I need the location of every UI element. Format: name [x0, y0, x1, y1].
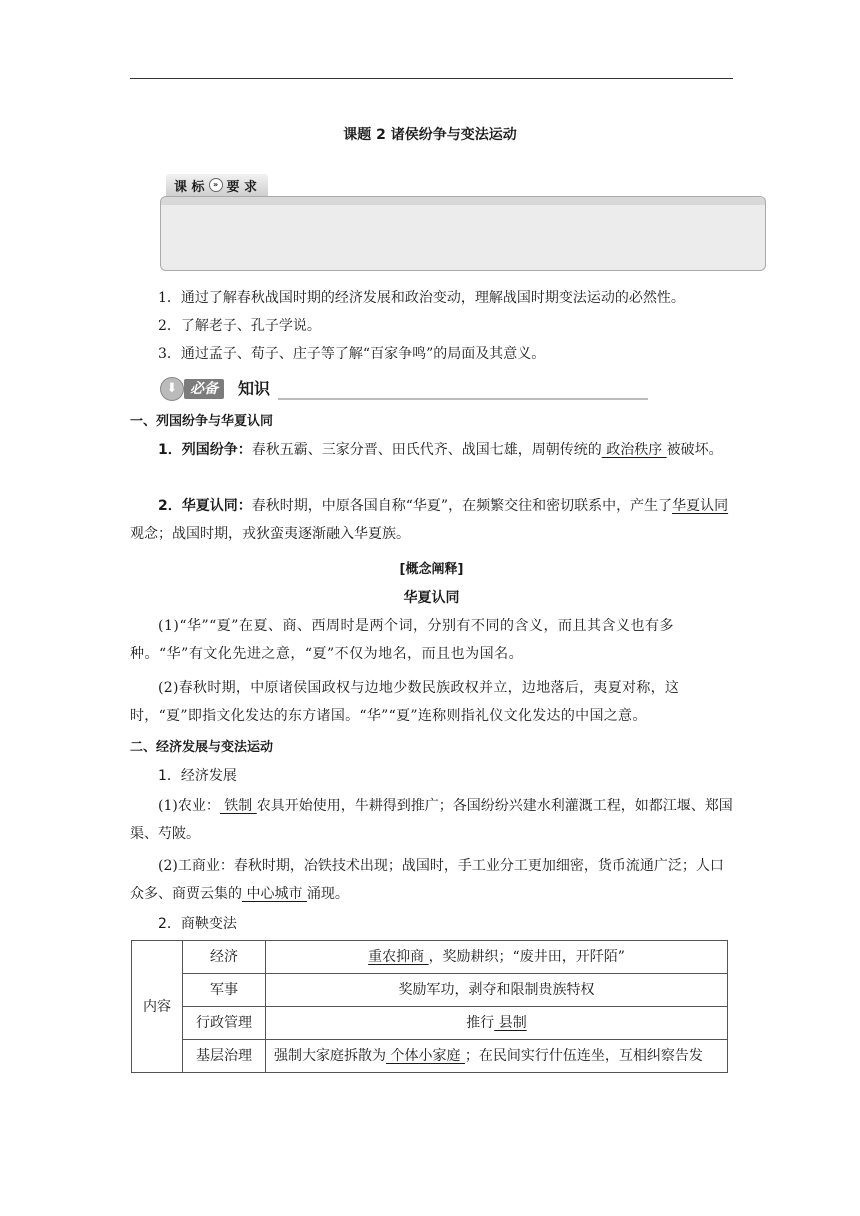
- concept-tag: [概念阐释]: [399, 562, 464, 577]
- requirement-1: 1．通过了解春秋战国时期的经济发展和政治变动，理解战国时期变法运动的必然性。: [158, 290, 685, 306]
- economy-text: ，奖励耕织；“废井田，开阡陌”: [428, 949, 625, 965]
- table-row: [132, 1040, 728, 1073]
- double-chevron-icon: »: [209, 178, 223, 192]
- table-row: [132, 974, 728, 1007]
- concept-para1: (1)“华”“夏”在夏、商、西周时是两个词，分别有不同的含义，而且其含义也有多种。“华”有文化先进之意，“夏”不仅为地名，而且也为国名。: [130, 618, 674, 662]
- shangyang-reform-table: [131, 940, 728, 1073]
- item2-label: 2．华夏认同：: [158, 498, 252, 514]
- section1-heading: 一、列国纷争与华夏认同: [130, 414, 274, 429]
- admin-text: 推行: [466, 1015, 495, 1031]
- table-row: [132, 941, 728, 974]
- agri-paragraph: [130, 792, 733, 848]
- requirement-3: 3．通过孟子、荀子、庄子等了解“百家争鸣”的局面及其意义。: [158, 346, 546, 362]
- kebiao-box: [160, 196, 766, 271]
- yaoqiu-label: 要 求: [226, 179, 258, 195]
- item2-text: 春秋时期，中原各国自称“华夏”，在频繁交往和密切联系中，产生了: [251, 498, 673, 514]
- down-arrow-icon: ⬇: [160, 377, 184, 401]
- commerce-text-end: 涌现。: [306, 886, 349, 902]
- grassroots-text-end: ；在民间实行什伍连坐，互相纠察告发: [464, 1048, 703, 1064]
- concept-para2: (2)春秋时期，中原诸侯国政权与边地少数民族政权并立，边地落后，夷夏对称，这时，“夏”即指文化发达的东方诸国。“华”“夏”连称则指礼仪文化发达的中国之意。: [130, 680, 680, 724]
- category-cell: 行政管理: [183, 1007, 266, 1040]
- bibei-banner: [160, 377, 510, 401]
- bibei-tag: 必备: [184, 379, 224, 399]
- page-title: 课题 2 诸侯纷争与变法运动: [343, 127, 517, 143]
- item1-label: 1．列国纷争：: [158, 442, 252, 458]
- agri-answer: 铁制: [219, 798, 257, 814]
- commerce-paragraph: [130, 852, 733, 908]
- agri-text: 农具开始使用，牛耕得到推广；各国纷纷兴建水利灌溉工程，如都江堰、郑国渠、芍陂。: [130, 798, 733, 842]
- category-cell: 经济: [183, 941, 266, 974]
- kebiao-banner: [166, 174, 268, 196]
- item2-text-end: 观念；战国时期，戎狄蛮夷逐渐融入华夏族。: [130, 526, 410, 542]
- concept-heading: 华夏认同: [403, 590, 460, 606]
- content-cell: [266, 1040, 728, 1073]
- header-rule: [130, 78, 733, 79]
- grassroots-text: 强制大家庭拆散为: [274, 1048, 386, 1064]
- section2-sub1: 1．经济发展: [158, 768, 237, 784]
- item1-text-end: 被破坏。: [666, 442, 723, 458]
- requirement-2: 2．了解老子、孔子学说。: [158, 318, 321, 334]
- economy-answer: 重农抑商: [368, 949, 429, 965]
- section1-item2: [130, 492, 733, 548]
- admin-answer: 县制: [494, 1015, 527, 1031]
- category-cell: 基层治理: [183, 1040, 266, 1073]
- content-cell: 奖励军功，剥夺和限制贵族特权: [266, 974, 728, 1007]
- item2-answer: 华夏认同: [672, 498, 729, 514]
- grassroots-answer: 个体小家庭: [386, 1048, 465, 1064]
- agri-label: (1)农业：: [158, 798, 220, 814]
- banner-rule: [278, 398, 648, 400]
- group-label-cell: 内容: [132, 941, 183, 1073]
- zhishi-label: 知识: [238, 379, 271, 398]
- content-cell: [266, 1007, 728, 1040]
- section2-sub2: 2．商鞅变法: [158, 916, 237, 932]
- item1-text: 春秋五霸、三家分晋、田氏代齐、战国七雄，周朝传统的: [251, 442, 602, 458]
- kebiao-label: 课 标: [174, 179, 205, 195]
- section1-item1: [130, 436, 733, 464]
- section2-heading: 二、经济发展与变法运动: [130, 740, 274, 755]
- item1-answer: 政治秩序: [601, 442, 667, 458]
- content-cell: [266, 941, 728, 974]
- category-cell: 军事: [183, 974, 266, 1007]
- commerce-answer: 中心城市: [242, 886, 307, 902]
- table-row: [132, 1007, 728, 1040]
- commerce-text: (2)工商业：春秋时期，冶铁技术出现；战国时，手工业分工更加细密，货币流通广泛；人口众多、商贾云集的: [130, 858, 724, 902]
